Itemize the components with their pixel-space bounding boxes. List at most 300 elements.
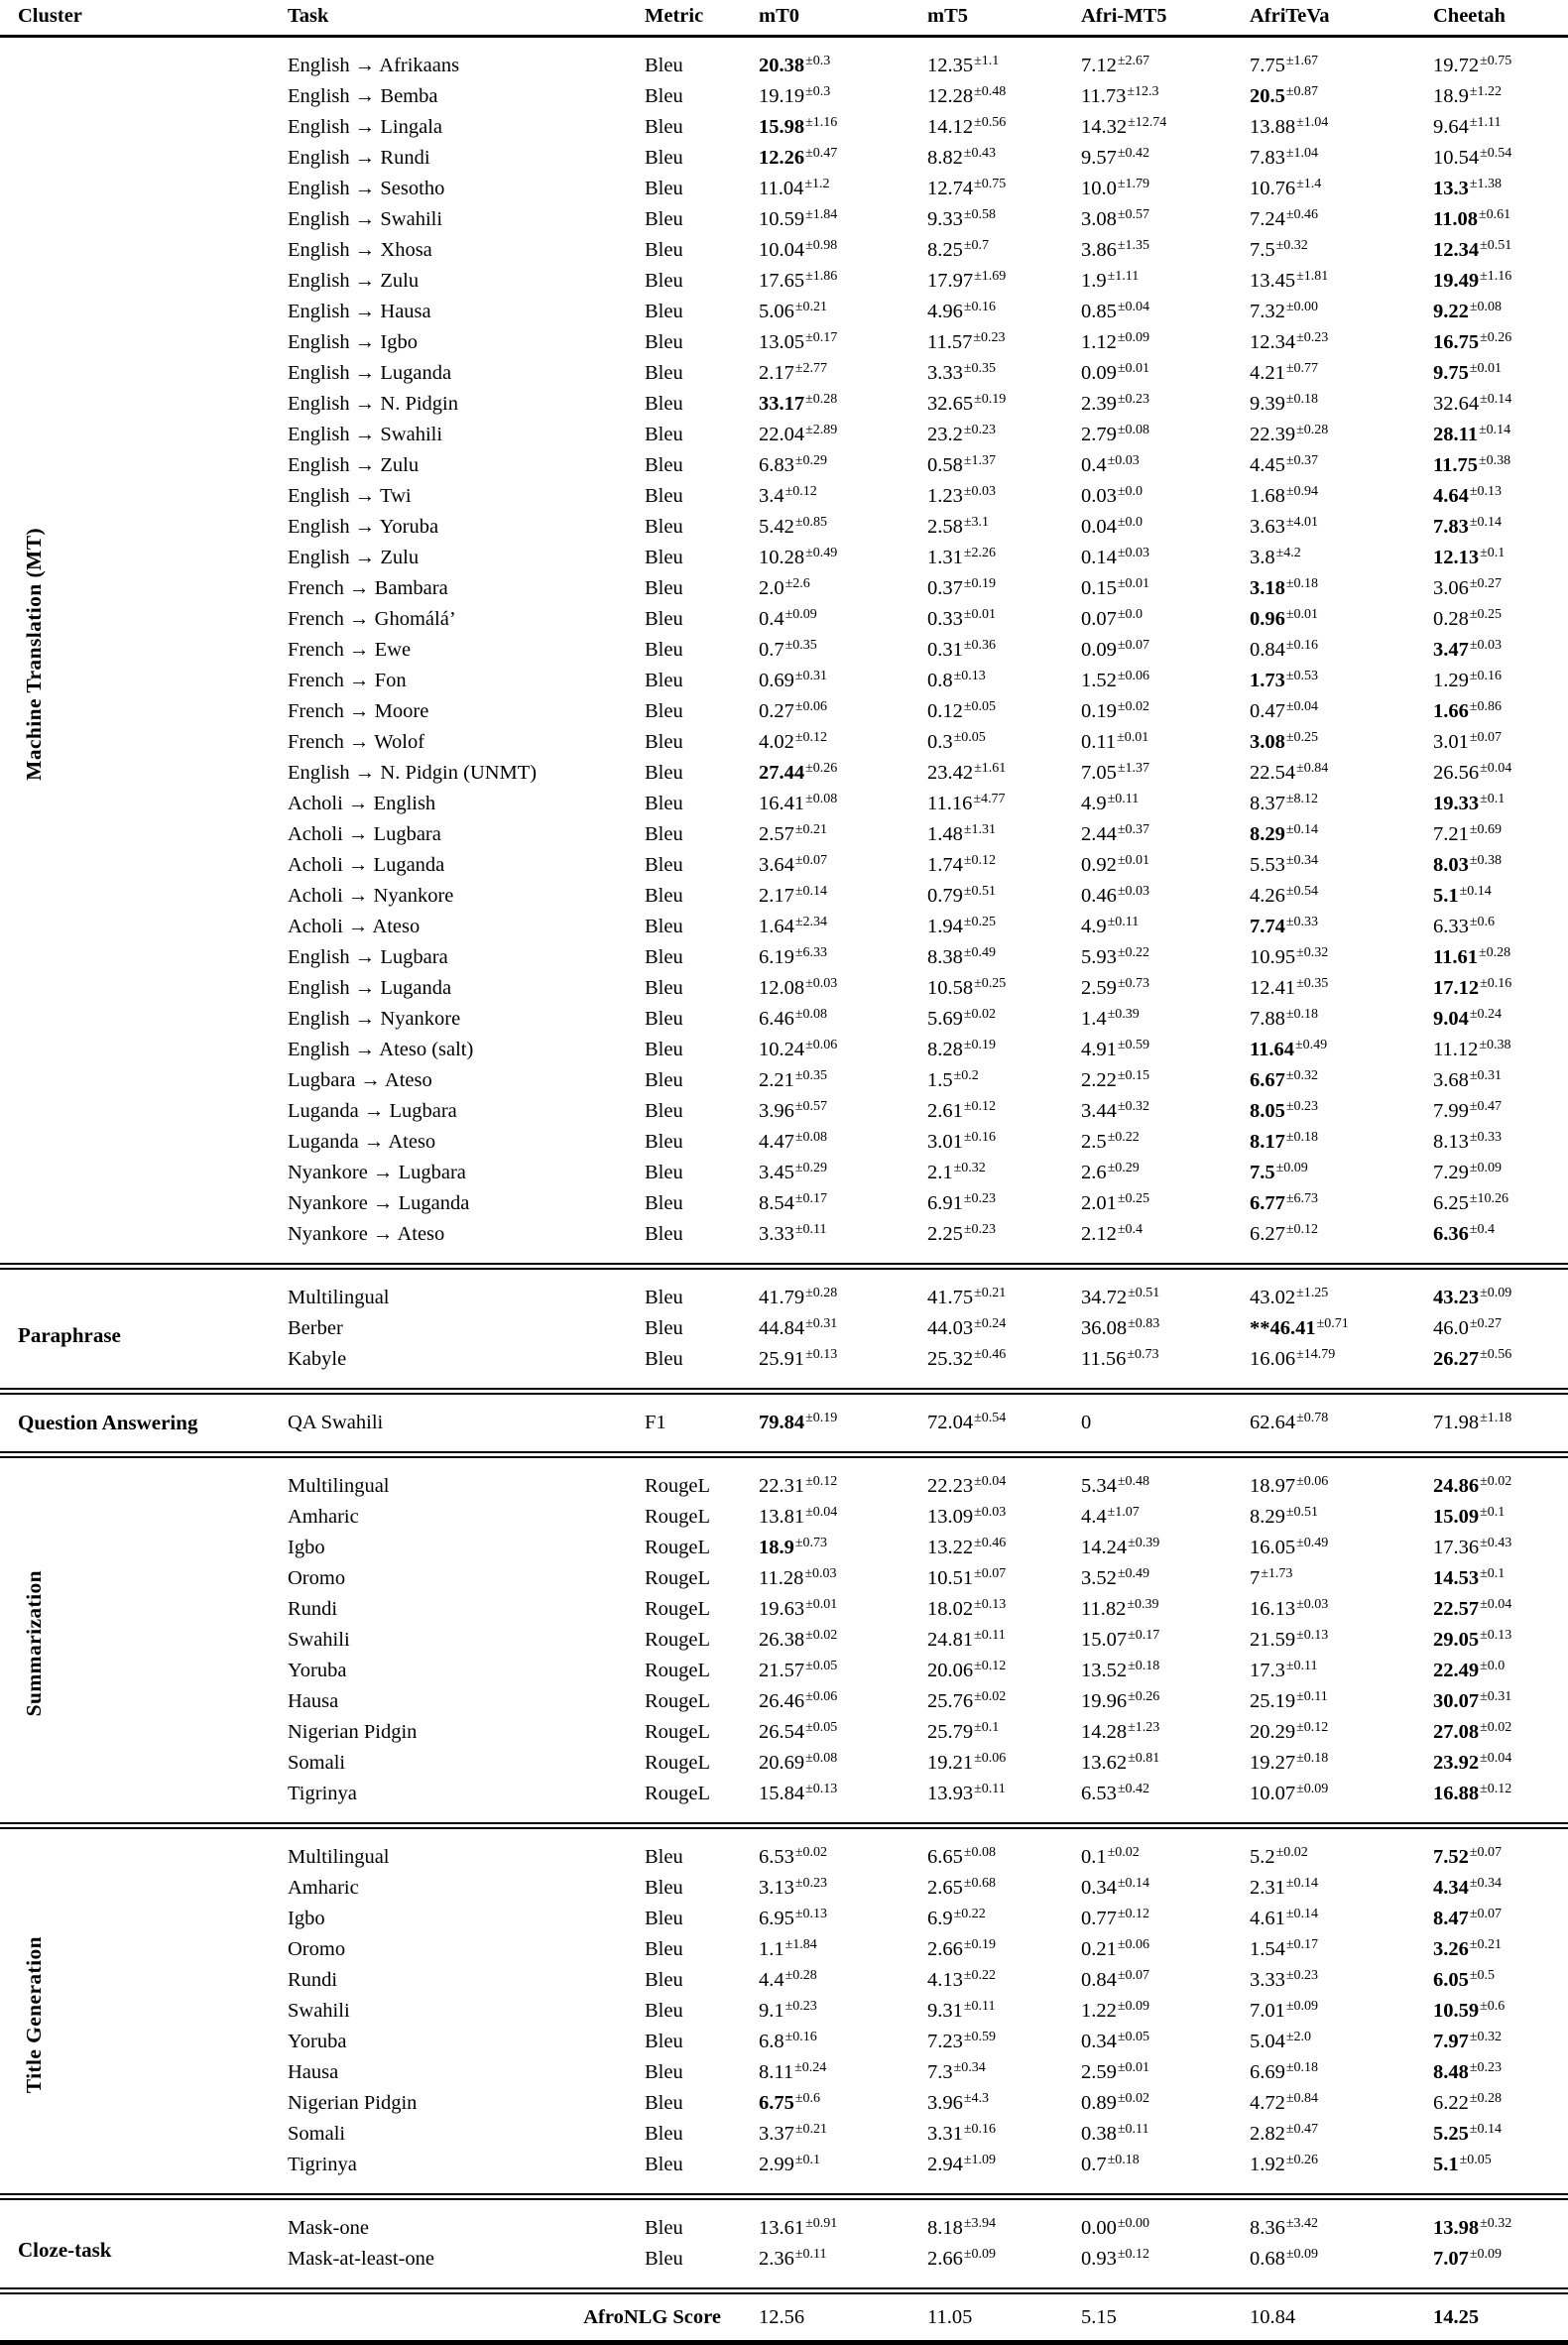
score-value: 3.8 <box>1250 547 1275 568</box>
score-value: 32.64 <box>1433 393 1480 415</box>
score-error: ±0.02 <box>1480 1474 1512 1489</box>
score-value: 19.19 <box>759 85 805 107</box>
score-cell <box>1230 2200 1413 2244</box>
score-error: ±0.11 <box>1117 2122 1149 2137</box>
score-value: 2.44 <box>1081 823 1117 845</box>
score-value: 7.99 <box>1433 1100 1469 1122</box>
score-cell <box>907 1873 1061 1904</box>
score-error: ±0.42 <box>1117 146 1150 161</box>
score-cell <box>907 174 1061 204</box>
score-cell <box>1061 1188 1230 1219</box>
score-error: ±0.83 <box>1128 1316 1160 1331</box>
score-error: ±0.12 <box>1285 1222 1319 1237</box>
score-error: ±0.78 <box>1296 1411 1329 1425</box>
score-value: 1.92 <box>1250 2154 1285 2175</box>
score-cell <box>1413 1533 1568 1563</box>
score-error: ±1.31 <box>963 822 997 837</box>
score-cell <box>1230 1096 1413 1127</box>
score-cell <box>1230 727 1413 758</box>
score-error: ±0.05 <box>805 1659 838 1673</box>
column-header-task: Task <box>268 0 625 37</box>
score-value: 3.37 <box>759 2123 794 2145</box>
score-value: 3.86 <box>1081 239 1117 261</box>
task-label: Nigerian Pidgin <box>288 1721 418 1743</box>
score-cell <box>1230 1395 1413 1451</box>
score-error: ±1.04 <box>1285 146 1319 161</box>
score-value: 15.84 <box>759 1783 805 1804</box>
score-value: 3.33 <box>1250 1969 1285 1991</box>
metric-label: Bleu <box>645 55 683 76</box>
task-label: Oromo <box>288 1938 346 1960</box>
score-error: ±0.21 <box>794 2122 828 2137</box>
score-value: 6.9 <box>927 1908 953 1929</box>
score-cell <box>1230 1344 1413 1388</box>
score-cell <box>907 2027 1061 2057</box>
metric-label: Bleu <box>645 485 683 507</box>
score-value: 3.08 <box>1081 208 1117 230</box>
score-error: ±0.31 <box>1469 1068 1503 1083</box>
score-cell <box>907 81 1061 112</box>
score-cell <box>907 1458 1061 1502</box>
score-error: ±0.05 <box>1117 2030 1150 2044</box>
score-error: ±0.3 <box>805 84 831 99</box>
score-cell <box>1413 327 1568 358</box>
score-cell <box>1413 358 1568 389</box>
task-label: English → N. Pidgin <box>288 393 458 415</box>
score-value: 7.52 <box>1433 1846 1469 1868</box>
score-value: 2.58 <box>927 516 963 538</box>
score-cell <box>1230 1873 1413 1904</box>
score-error: ±0.09 <box>1296 1782 1329 1796</box>
score-error: ±12.3 <box>1127 84 1159 99</box>
score-cell <box>1413 112 1568 143</box>
score-value: 4.96 <box>927 301 963 322</box>
score-cell <box>739 1748 907 1779</box>
score-error: ±0.48 <box>974 84 1007 99</box>
score-value: 34.72 <box>1081 1287 1128 1308</box>
score-error: ±0.51 <box>1480 238 1512 253</box>
section-divider <box>0 2287 1568 2294</box>
metric-label: Bleu <box>645 577 683 599</box>
score-cell <box>739 1934 907 1965</box>
metric-label: Bleu <box>645 547 683 568</box>
score-value: 2.17 <box>759 885 794 907</box>
score-cell <box>1413 727 1568 758</box>
score-value: 0.34 <box>1081 2031 1117 2052</box>
column-header-mt5: mT5 <box>907 0 1061 37</box>
score-value: 2.25 <box>927 1223 963 1245</box>
score-cell <box>907 235 1061 266</box>
score-value: 4.21 <box>1250 362 1285 384</box>
score-error: ±4.77 <box>973 792 1006 806</box>
metric-label: Bleu <box>645 116 683 138</box>
score-error: ±0.22 <box>963 1968 997 1983</box>
score-error: ±0.08 <box>794 1007 828 1022</box>
score-error: ±6.33 <box>794 945 828 960</box>
score-cell <box>1413 1717 1568 1748</box>
double-rule <box>0 1388 1568 1395</box>
score-value: 2.36 <box>759 2248 794 2270</box>
score-cell <box>1413 1686 1568 1717</box>
score-cell <box>1061 2200 1230 2244</box>
score-value: 1.73 <box>1250 670 1285 691</box>
task-label: Tigrinya <box>288 2154 357 2175</box>
score-error: ±0.32 <box>1480 2216 1512 2231</box>
score-cell <box>907 2119 1061 2150</box>
score-value: 22.23 <box>927 1475 974 1497</box>
score-cell <box>1230 696 1413 727</box>
score-value: 0.92 <box>1081 854 1117 876</box>
score-error: ±0.23 <box>1117 392 1150 407</box>
score-error: ±0.11 <box>1107 792 1140 806</box>
score-error: ±0.18 <box>1128 1659 1160 1673</box>
score-cell <box>1413 543 1568 573</box>
score-value: 21.59 <box>1250 1629 1296 1651</box>
score-cell <box>1413 881 1568 912</box>
score-error: ±0.91 <box>805 2216 838 2231</box>
score-cell <box>739 1395 907 1451</box>
score-cell <box>739 450 907 481</box>
score-value: 1.68 <box>1250 485 1285 507</box>
score-value: 13.09 <box>927 1506 974 1528</box>
score-value: 0.14 <box>1081 547 1117 568</box>
score-value: 0.28 <box>1433 608 1469 630</box>
score-error: ±0.05 <box>953 730 986 745</box>
score-value: 1.4 <box>1081 1008 1107 1030</box>
score-value: 6.69 <box>1250 2061 1285 2083</box>
score-error: ±0.18 <box>1285 2060 1319 2075</box>
score-value: 0.11 <box>1081 731 1117 753</box>
score-value: 6.05 <box>1433 1969 1469 1991</box>
score-value: 5.2 <box>1250 1846 1275 1868</box>
score-cell <box>1061 635 1230 666</box>
score-error: ±0.46 <box>1285 207 1319 222</box>
metric-label: Bleu <box>645 516 683 538</box>
score-error: ±0.07 <box>1469 730 1503 745</box>
task-label: Swahili <box>288 1629 350 1651</box>
metric-label: Bleu <box>645 977 683 999</box>
score-cell <box>1061 1965 1230 1996</box>
score-value: 3.52 <box>1081 1567 1117 1589</box>
score-error: ±0.07 <box>1469 1845 1503 1860</box>
score-cell <box>907 1004 1061 1035</box>
task-label: English → Zulu <box>288 454 420 476</box>
task-label: Luganda → Ateso <box>288 1131 436 1153</box>
score-cell <box>1230 850 1413 881</box>
score-value: 2.39 <box>1081 393 1117 415</box>
table-row <box>0 1270 1568 1313</box>
score-value: 10.28 <box>759 547 805 568</box>
score-cell <box>1230 1563 1413 1594</box>
score-error: ±0.21 <box>794 822 828 837</box>
score-error: ±0.22 <box>1107 1130 1140 1145</box>
score-cell <box>1061 1395 1230 1451</box>
score-value: 13.88 <box>1250 116 1296 138</box>
score-error: ±0.3 <box>805 54 831 68</box>
score-cell <box>1413 1395 1568 1451</box>
score-cell <box>1413 819 1568 850</box>
score-error: ±0.85 <box>794 515 828 530</box>
cluster-label: Question Answering <box>18 1411 198 1434</box>
score-value: 26.46 <box>759 1690 805 1712</box>
score-cell <box>1230 2150 1413 2193</box>
metric-label: RougeL <box>645 1475 711 1497</box>
score-cell <box>739 635 907 666</box>
score-value: 23.92 <box>1433 1752 1480 1774</box>
score-value: 0.96 <box>1250 608 1285 630</box>
score-error: ±0.01 <box>1117 730 1149 745</box>
score-error: ±0.07 <box>974 1566 1007 1581</box>
score-error: ±2.0 <box>1285 2030 1312 2044</box>
score-cell <box>1230 573 1413 604</box>
score-value: 13.3 <box>1433 178 1469 199</box>
score-error: ±0.16 <box>1480 976 1512 991</box>
score-error: ±0.25 <box>1117 1191 1150 1206</box>
score-error: ±0.11 <box>1285 1659 1318 1673</box>
score-error: ±0.18 <box>1296 1751 1329 1766</box>
score-value: 0.84 <box>1081 1969 1117 1991</box>
score-cell <box>1061 789 1230 819</box>
score-cell <box>907 819 1061 850</box>
task-label: Hausa <box>288 2061 339 2083</box>
score-cell <box>1230 912 1413 942</box>
score-value: 22.39 <box>1250 424 1296 445</box>
score-cell <box>1230 512 1413 543</box>
score-error: ±0.17 <box>1128 1628 1160 1643</box>
score-value: 12.74 <box>927 178 974 199</box>
score-error: ±0.16 <box>963 300 997 314</box>
score-value: 43.02 <box>1250 1287 1296 1308</box>
score-error: ±1.73 <box>1261 1566 1293 1581</box>
column-header-cheetah: Cheetah <box>1413 0 1568 37</box>
score-value: 25.91 <box>759 1348 805 1370</box>
score-value: 7.88 <box>1250 1008 1285 1030</box>
score-error: ±0.26 <box>1480 330 1512 345</box>
score-cell <box>1413 1594 1568 1625</box>
score-value: 2.21 <box>759 1069 794 1091</box>
score-cell <box>907 1748 1061 1779</box>
score-error: ±0.16 <box>784 2030 817 2044</box>
score-value: 2.12 <box>1081 1223 1117 1245</box>
score-error: ±0.12 <box>963 853 997 868</box>
score-value: 1.74 <box>927 854 963 876</box>
score-value: 4.64 <box>1433 485 1469 507</box>
score-value: 4.72 <box>1250 2092 1285 2114</box>
metric-label: Bleu <box>645 1348 683 1370</box>
score-cell <box>739 1873 907 1904</box>
task-label: English → Lingala <box>288 116 443 138</box>
score-value: 1.66 <box>1433 700 1469 722</box>
column-header-afri-mt5: Afri-MT5 <box>1061 0 1230 37</box>
metric-label: Bleu <box>645 2000 683 2022</box>
task-label: Acholi → Lugbara <box>288 823 441 845</box>
score-cell <box>1413 696 1568 727</box>
score-error: ±0.03 <box>1117 884 1150 899</box>
score-cell <box>907 666 1061 696</box>
score-value: 20.29 <box>1250 1721 1296 1743</box>
metric-label: Bleu <box>645 1877 683 1899</box>
score-value: 11.56 <box>1081 1348 1127 1370</box>
score-value: 14.53 <box>1433 1567 1480 1589</box>
score-error: ±0.1 <box>794 2153 821 2167</box>
score-value: 4.34 <box>1433 1877 1469 1899</box>
score-value: 5.06 <box>759 301 794 322</box>
score-cell <box>739 1004 907 1035</box>
score-cell <box>907 1270 1061 1313</box>
score-cell <box>907 1395 1061 1451</box>
task-label: French → Fon <box>288 670 407 691</box>
score-error: ±0.1 <box>1480 546 1506 560</box>
score-cell <box>739 1965 907 1996</box>
score-error: ±0.12 <box>784 484 817 499</box>
score-value: 0.21 <box>1081 1938 1117 1960</box>
metric-label: Bleu <box>645 239 683 261</box>
score-cell <box>1061 2244 1230 2287</box>
metric-label: Bleu <box>645 331 683 353</box>
score-cell <box>1413 2119 1568 2150</box>
score-value: 6.27 <box>1250 1223 1285 1245</box>
score-value: 13.62 <box>1081 1752 1128 1774</box>
score-value: 1.9 <box>1081 270 1107 292</box>
score-value: 2.5 <box>1081 1131 1107 1153</box>
score-value: 0 <box>1081 1412 1092 1433</box>
score-value: 7.24 <box>1250 208 1285 230</box>
metric-label: RougeL <box>645 1752 711 1774</box>
score-cell <box>739 37 907 82</box>
score-value: 9.33 <box>927 208 963 230</box>
score-value: 0.93 <box>1081 2248 1117 2270</box>
score-value: 18.9 <box>759 1537 794 1558</box>
score-cell <box>1413 389 1568 420</box>
score-value: 4.9 <box>1081 916 1107 937</box>
score-error: ±0.36 <box>963 638 997 653</box>
score-error: ±0.51 <box>1128 1286 1160 1300</box>
task-label: English → Ateso (salt) <box>288 1039 474 1060</box>
score-error: ±0.02 <box>1275 1845 1308 1860</box>
score-error: ±0.51 <box>1285 1505 1319 1520</box>
score-error: ±0.31 <box>794 669 828 683</box>
score-error: ±1.38 <box>1469 177 1503 191</box>
table-header <box>0 0 1568 37</box>
score-value: 17.65 <box>759 270 805 292</box>
score-value: 72.04 <box>927 1412 974 1433</box>
score-value: 6.8 <box>759 2031 784 2052</box>
task-label: Oromo <box>288 1567 346 1589</box>
score-value: 10.07 <box>1250 1783 1296 1804</box>
score-error: ±0.13 <box>805 1347 838 1362</box>
score-cell <box>1061 1458 1230 1502</box>
score-cell <box>739 604 907 635</box>
score-cell <box>1061 2119 1230 2150</box>
score-value: 0.77 <box>1081 1908 1117 1929</box>
score-value: 0.46 <box>1081 885 1117 907</box>
score-error: ±0.02 <box>794 1845 828 1860</box>
header-row <box>0 0 1568 37</box>
score-value: 7.29 <box>1433 1162 1469 1183</box>
score-error: ±0.37 <box>1117 822 1150 837</box>
score-value: 13.81 <box>759 1506 805 1528</box>
score-cell <box>1413 1270 1568 1313</box>
score-cell <box>1061 1625 1230 1656</box>
score-value: 20.38 <box>759 55 805 76</box>
section-divider <box>0 1822 1568 1829</box>
task-label: Amharic <box>288 1506 359 1528</box>
score-value: 0.38 <box>1081 2123 1117 2145</box>
score-value: 12.41 <box>1250 977 1296 999</box>
score-value: 18.97 <box>1250 1475 1296 1497</box>
score-error: ±1.07 <box>1107 1505 1140 1520</box>
score-value: 5.69 <box>927 1008 963 1030</box>
task-label: English → Twi <box>288 485 412 507</box>
score-cell <box>739 1188 907 1219</box>
score-error: ±0.12 <box>974 1659 1007 1673</box>
score-cell <box>907 358 1061 389</box>
score-value: 36.08 <box>1081 1317 1128 1339</box>
score-value: 3.45 <box>759 1162 794 1183</box>
score-cell <box>907 1965 1061 1996</box>
score-value: 0.33 <box>927 608 963 630</box>
score-cell <box>1230 1188 1413 1219</box>
score-error: ±0.11 <box>974 1782 1006 1796</box>
score-error: ±0.03 <box>1469 638 1503 653</box>
score-value: 6.53 <box>759 1846 794 1868</box>
task-label: QA Swahili <box>288 1412 384 1433</box>
score-value: 9.1 <box>759 2000 784 2022</box>
score-value: 4.26 <box>1250 885 1285 907</box>
score-error: ±0.35 <box>794 1068 828 1083</box>
task-label: English → Xhosa <box>288 239 432 261</box>
score-error: ±0.23 <box>963 1191 997 1206</box>
score-value: 3.47 <box>1433 639 1469 661</box>
score-value: 41.79 <box>759 1287 805 1308</box>
score-cell <box>1413 604 1568 635</box>
score-cell <box>1413 81 1568 112</box>
score-value: 15.09 <box>1433 1506 1480 1528</box>
task-label: Yoruba <box>288 1660 347 1681</box>
score-value: 12.35 <box>927 55 974 76</box>
score-error: ±0.06 <box>1117 1937 1150 1952</box>
score-value: 2.31 <box>1250 1877 1285 1899</box>
score-value: 7.74 <box>1250 916 1285 937</box>
score-value: 71.98 <box>1433 1412 1480 1433</box>
metric-label: Bleu <box>645 2061 683 2083</box>
cluster-label: Paraphrase <box>18 1322 121 1347</box>
score-error: ±1.4 <box>1296 177 1322 191</box>
score-cell <box>1061 389 1230 420</box>
score-error: ±0.1 <box>1480 1566 1506 1581</box>
score-error: ±0.0 <box>1117 607 1144 622</box>
score-error: ±0.09 <box>963 2247 997 2262</box>
score-value: 11.28 <box>759 1567 804 1589</box>
score-error: ±0.05 <box>805 1720 838 1735</box>
score-cell <box>739 1313 907 1344</box>
task-label: Hausa <box>288 1690 339 1712</box>
score-cell <box>739 1458 907 1502</box>
score-cell <box>907 1502 1061 1533</box>
score-cell <box>1413 912 1568 942</box>
score-error: ±0.58 <box>963 207 997 222</box>
score-cell <box>1230 112 1413 143</box>
score-cell <box>739 1035 907 1065</box>
score-cell <box>739 81 907 112</box>
score-cell <box>1413 1127 1568 1158</box>
cluster-label: Title Generation <box>22 1935 46 2094</box>
score-cell <box>739 1096 907 1127</box>
score-error: ±0.00 <box>1117 2216 1150 2231</box>
score-cell <box>1413 266 1568 297</box>
score-error: ±1.81 <box>1296 269 1329 284</box>
score-value: 3.01 <box>1433 731 1469 753</box>
